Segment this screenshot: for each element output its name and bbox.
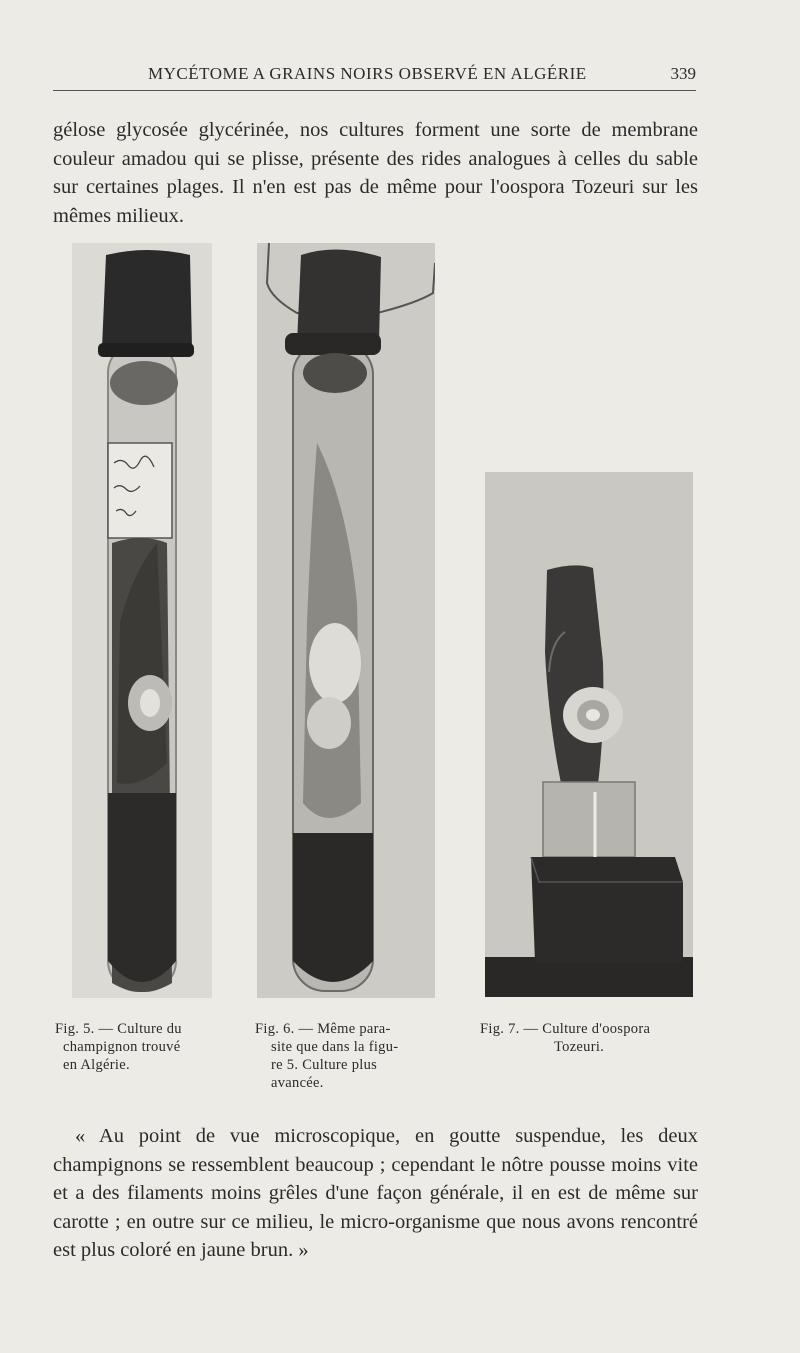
caption-line: en Algérie. (63, 1057, 130, 1073)
figure-7-photo (485, 472, 693, 997)
caption-line: re 5. Culture plus (271, 1057, 378, 1073)
caption-line: Fig. 7. — Culture d'oospora (480, 1021, 651, 1037)
figure-6-photo (257, 243, 435, 998)
running-header (53, 62, 696, 91)
caption-line: champignon trouvé (63, 1039, 181, 1055)
page-number: 339 (670, 64, 696, 83)
figure-5-photo (72, 243, 212, 998)
paragraph-intro: gélose glycosée glycérinée, nos cultures forment une sorte de membrane couleur amadou qui se plisse, présente des rides analogues à celles du sable sur certaines plages. Il n'en est pas de même pour l'oospora Tozeuri sur les mêmes milieux. (53, 119, 698, 227)
caption-line: site que dans la figu- (271, 1039, 399, 1055)
figure-7-caption (480, 1020, 730, 1056)
caption-line: avancée. (271, 1075, 324, 1091)
figure-6-caption (255, 1020, 440, 1092)
running-title: MYCÉTOME A GRAINS NOIRS OBSERVÉ EN ALGÉRIE (148, 64, 587, 83)
caption-line: Tozeuri. (554, 1039, 605, 1055)
figure-5-caption (55, 1020, 225, 1074)
paragraph-quote: « Au point de vue microscopique, en goutte suspendue, les deux champignons se ressemblent beaucoup ; cependant le nôtre pousse moins vite et a des filaments moins grêles d'une façon générale, il en est de même sur carotte ; en outre sur ce milieu, le micro-organisme que nous avons rencontré est plus coloré en jaune brun. » (53, 1125, 698, 1261)
caption-line: Fig. 6. — Même para- (255, 1021, 391, 1037)
caption-line: Fig. 5. — Culture du (55, 1021, 182, 1037)
